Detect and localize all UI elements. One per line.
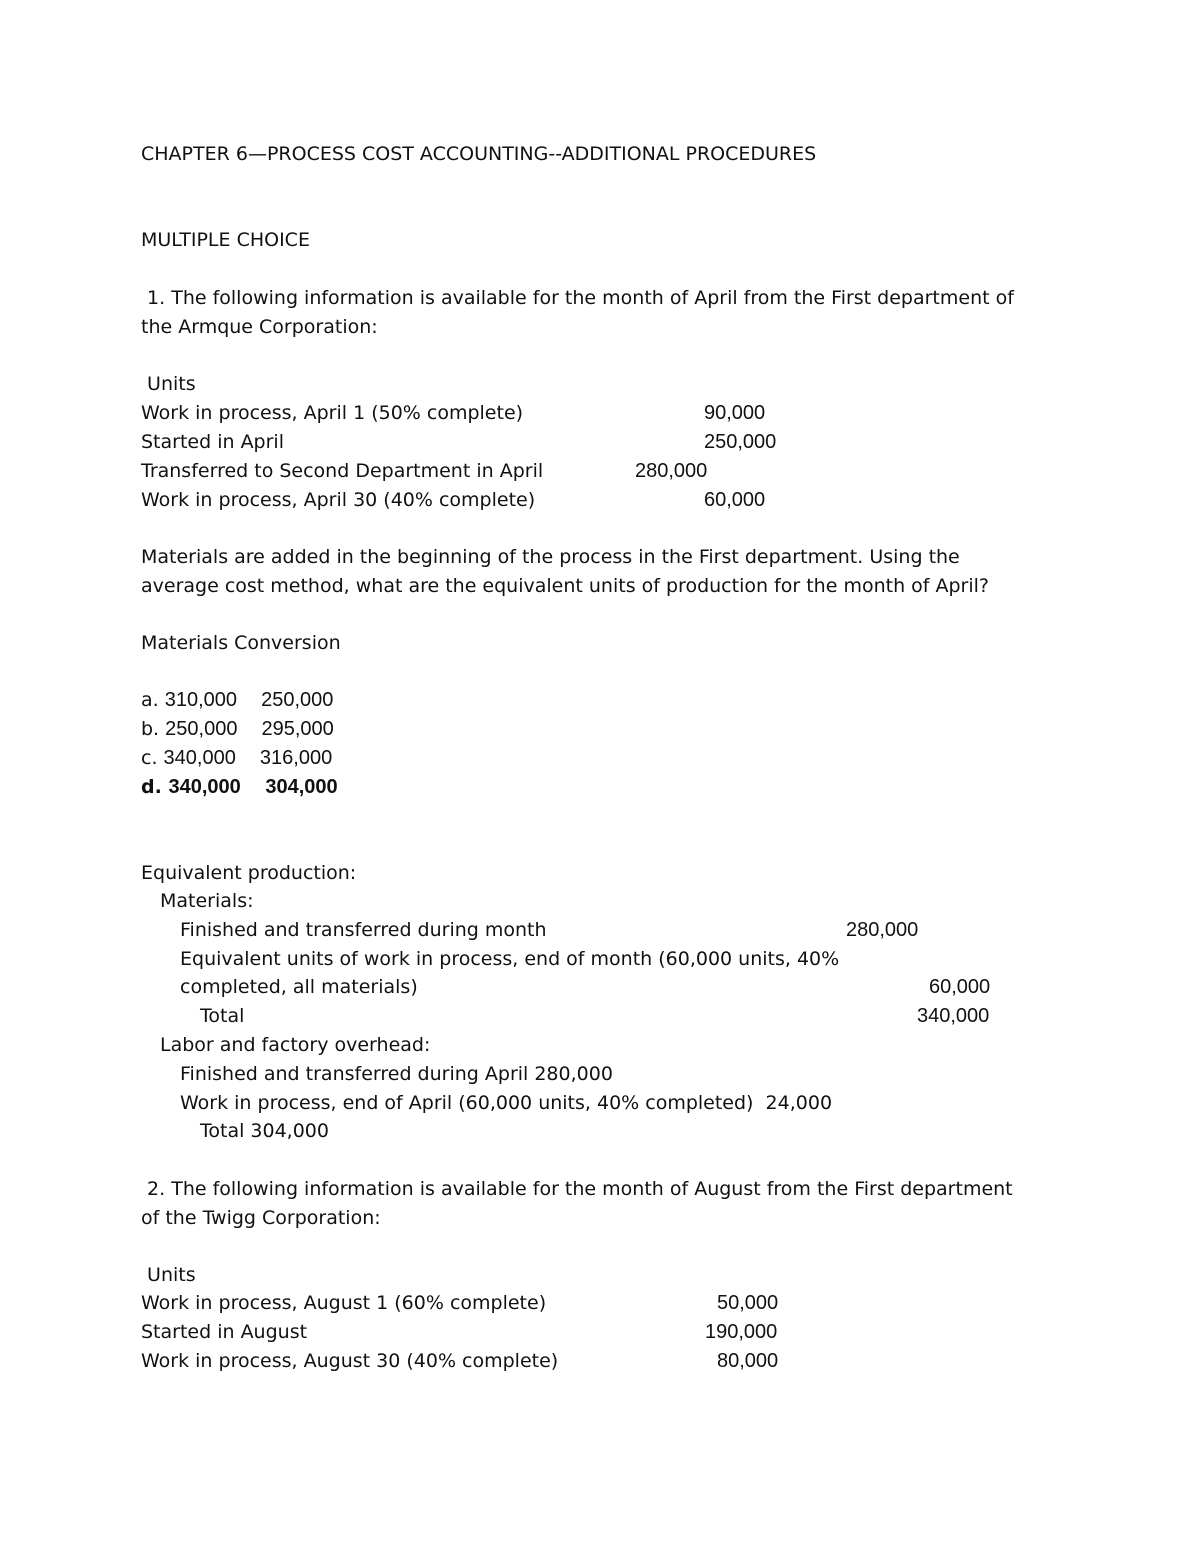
q2-row-value: 190,000	[705, 1321, 778, 1343]
option-materials: 250,000	[165, 718, 238, 740]
solution-labor-finished: Finished and transferred during April 280,000	[180, 1063, 613, 1085]
q1-question-line-2: average cost method, what are the equivalent units of production for the month of April?	[141, 575, 990, 597]
q2-row-label: Started in August	[141, 1321, 308, 1343]
q1-row-value: 90,000	[704, 402, 766, 424]
q1-option-a	[141, 688, 333, 712]
option-letter: a.	[141, 689, 159, 711]
solution-materials-heading: Materials:	[160, 890, 254, 912]
solution-labor-heading: Labor and factory overhead:	[160, 1034, 431, 1056]
q1-row-label: Transferred to Second Department in April	[141, 460, 544, 482]
option-materials: 310,000	[164, 689, 238, 711]
chapter-title: CHAPTER 6—PROCESS COST ACCOUNTING--ADDITIONAL PROCEDURES	[141, 143, 817, 165]
q1-row-label: Started in April	[141, 431, 284, 453]
q2-row-value: 80,000	[717, 1350, 779, 1372]
option-letter: b.	[141, 718, 160, 740]
option-materials: 340,000	[163, 747, 236, 769]
q2-stem-line-2: of the Twigg Corporation:	[141, 1207, 381, 1229]
q1-row-value: 60,000	[704, 489, 766, 511]
solution-mat-finished-value: 280,000	[846, 919, 919, 941]
option-conversion: 304,000	[265, 776, 338, 798]
q1-option-c	[141, 746, 332, 770]
q1-row-label: Work in process, April 30 (40% complete)	[141, 489, 536, 511]
q2-row-label: Work in process, August 30 (40% complete)	[141, 1350, 559, 1372]
option-conversion: 316,000	[259, 747, 333, 769]
q2-units-header: Units	[141, 1264, 196, 1286]
q1-row-label: Work in process, April 1 (50% complete)	[141, 402, 524, 424]
q2-stem-line-1: 2. The following information is available for the month of August from the First department	[141, 1178, 1013, 1200]
q1-row-value: 250,000	[704, 431, 777, 453]
q1-units-header: Units	[141, 373, 196, 395]
option-letter: c.	[141, 747, 158, 769]
option-letter: d.	[141, 776, 162, 798]
q2-row-label: Work in process, August 1 (60% complete)	[141, 1292, 547, 1314]
solution-mat-wip-label-line-2: completed, all materials)	[180, 976, 418, 998]
q1-row-value: 280,000	[635, 460, 708, 482]
option-materials: 340,000	[168, 776, 241, 798]
q1-question-line-1: Materials are added in the beginning of the process in the First department. Using the	[141, 546, 960, 568]
solution-mat-total-value: 340,000	[917, 1005, 990, 1027]
solution-labor-total: Total 304,000	[200, 1120, 329, 1142]
section-heading: MULTIPLE CHOICE	[141, 229, 310, 251]
option-conversion: 295,000	[261, 718, 334, 740]
q1-stem-line-2: the Armque Corporation:	[141, 316, 378, 338]
solution-mat-total-label: Total	[200, 1005, 245, 1027]
q1-columns-header: Materials Conversion	[141, 632, 341, 654]
option-conversion: 250,000	[261, 689, 334, 711]
solution-labor-wip: Work in process, end of April (60,000 units, 40% completed) 24,000	[180, 1092, 833, 1114]
q1-option-d-correct	[141, 775, 338, 799]
q1-option-b	[141, 717, 334, 741]
solution-heading: Equivalent production:	[141, 862, 357, 884]
solution-mat-wip-label-line-1: Equivalent units of work in process, end of month (60,000 units, 40%	[180, 948, 840, 970]
solution-mat-wip-value: 60,000	[929, 976, 991, 998]
q1-stem-line-1: 1. The following information is available for the month of April from the First department of	[141, 287, 1014, 309]
q2-row-value: 50,000	[717, 1292, 779, 1314]
solution-mat-finished-label: Finished and transferred during month	[180, 919, 547, 941]
